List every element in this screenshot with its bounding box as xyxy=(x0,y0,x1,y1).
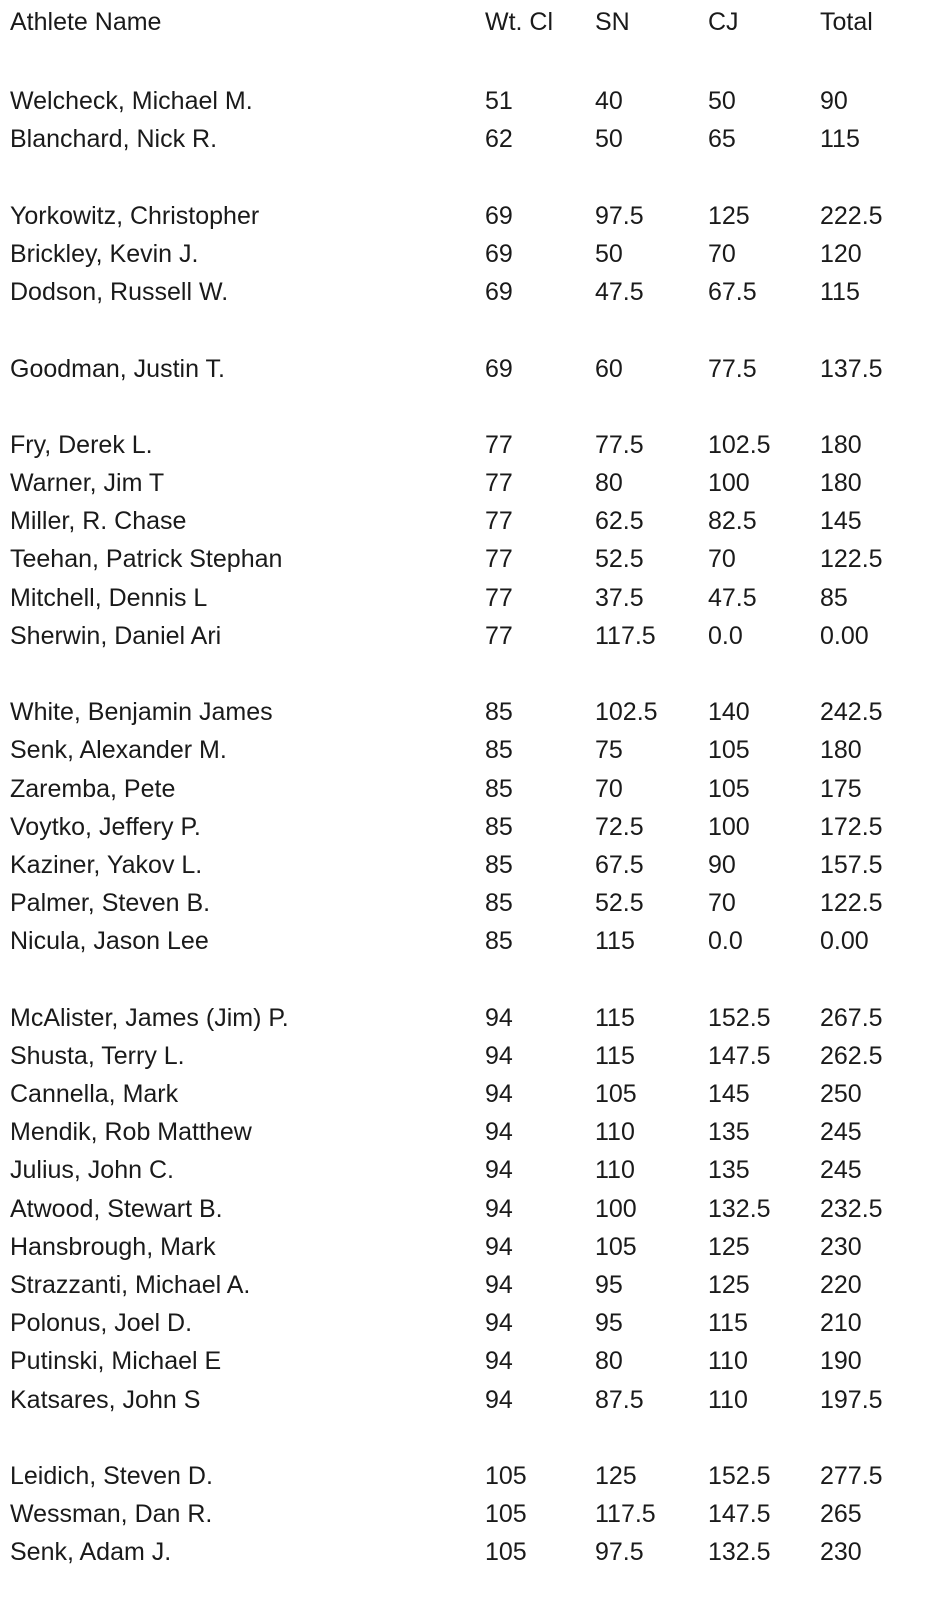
weight-class: 94 xyxy=(485,1271,513,1299)
weight-class: 85 xyxy=(485,889,513,918)
table-row xyxy=(10,502,910,540)
athlete-name: Fry, Derek L. xyxy=(10,430,153,459)
group-spacer xyxy=(10,159,910,197)
athlete-name: Miller, R. Chase xyxy=(10,507,187,536)
snatch-value: 67.5 xyxy=(595,850,644,879)
snatch-value: 75 xyxy=(595,736,623,765)
weight-class: 105 xyxy=(485,1461,527,1490)
table-row xyxy=(10,884,910,922)
table-row xyxy=(10,846,910,884)
clean-jerk-value: 135 xyxy=(708,1118,750,1147)
total-value: 245 xyxy=(820,1118,862,1147)
athlete-name: White, Benjamin James xyxy=(10,698,273,727)
clean-jerk-value: 147.5 xyxy=(708,1041,771,1070)
total-value: 0.00 xyxy=(820,927,869,956)
athlete-name: Senk, Adam J. xyxy=(10,1538,172,1567)
group-spacer xyxy=(10,655,910,693)
snatch-value: 115 xyxy=(595,1041,635,1070)
table-row xyxy=(10,1533,910,1571)
snatch-value: 97.5 xyxy=(595,201,644,230)
total-value: 245 xyxy=(820,1156,862,1185)
total-value: 232.5 xyxy=(820,1194,883,1223)
table-row xyxy=(10,1037,910,1075)
weight-class: 85 xyxy=(485,850,513,879)
table-row xyxy=(10,82,910,120)
weight-class: 94 xyxy=(485,1194,513,1223)
clean-jerk-value: 152.5 xyxy=(708,1003,771,1032)
snatch-value: 50 xyxy=(595,239,623,268)
total-value: 230 xyxy=(820,1232,862,1261)
athlete-name: Kaziner, Yakov L. xyxy=(10,850,203,879)
header-athlete-name: Athlete Name xyxy=(10,8,162,36)
snatch-value: 105 xyxy=(595,1232,637,1261)
athlete-name: Palmer, Steven B. xyxy=(10,889,211,918)
snatch-value: 50 xyxy=(595,125,623,154)
group-spacer xyxy=(10,44,910,82)
table-row xyxy=(10,1190,910,1228)
table-row xyxy=(10,120,910,158)
athlete-name: Teehan, Patrick Stephan xyxy=(10,545,283,574)
clean-jerk-value: 50 xyxy=(708,87,736,116)
clean-jerk-value: 70 xyxy=(708,545,736,574)
table-row xyxy=(10,350,910,388)
weight-class: 77 xyxy=(485,583,513,612)
athlete-name: Katsares, John S xyxy=(10,1385,201,1414)
table-row xyxy=(10,731,910,769)
athlete-name: Voytko, Jeffery P. xyxy=(10,812,201,841)
table-row xyxy=(10,922,910,960)
weight-class: 51 xyxy=(485,87,513,116)
table-row xyxy=(10,1457,910,1495)
clean-jerk-value: 105 xyxy=(708,774,750,803)
weight-class: 94 xyxy=(485,1156,513,1185)
clean-jerk-value: 125 xyxy=(708,201,750,230)
weight-class: 85 xyxy=(485,736,513,765)
table-row xyxy=(10,1342,910,1380)
total-value: 120 xyxy=(820,239,862,268)
snatch-value: 100 xyxy=(595,1194,637,1223)
weight-class: 85 xyxy=(485,774,513,803)
table-row xyxy=(10,235,910,273)
total-value: 115 xyxy=(820,125,860,154)
athlete-name: Warner, Jim T xyxy=(10,469,165,498)
weight-class: 94 xyxy=(485,1385,513,1414)
athlete-name: Wessman, Dan R. xyxy=(10,1500,213,1529)
weight-class: 77 xyxy=(485,507,513,536)
athlete-name: Polonus, Joel D. xyxy=(10,1309,193,1338)
clean-jerk-value: 125 xyxy=(708,1271,750,1299)
total-value: 90 xyxy=(820,87,848,116)
total-value: 157.5 xyxy=(820,850,883,879)
total-value: 220 xyxy=(820,1271,862,1299)
snatch-value: 117.5 xyxy=(595,621,656,650)
table-row xyxy=(10,999,910,1037)
weight-class: 94 xyxy=(485,1309,513,1338)
weight-class: 77 xyxy=(485,430,513,459)
snatch-value: 37.5 xyxy=(595,583,644,612)
athlete-name: Nicula, Jason Lee xyxy=(10,927,209,956)
clean-jerk-value: 135 xyxy=(708,1156,750,1185)
total-value: 145 xyxy=(820,507,862,536)
group-spacer xyxy=(10,311,910,349)
weight-class: 94 xyxy=(485,1232,513,1261)
weight-class: 105 xyxy=(485,1500,527,1529)
clean-jerk-value: 110 xyxy=(708,1347,748,1376)
snatch-value: 80 xyxy=(595,469,623,498)
table-row xyxy=(10,1266,910,1304)
snatch-value: 115 xyxy=(595,1003,635,1032)
clean-jerk-value: 100 xyxy=(708,812,750,841)
athlete-name: Atwood, Stewart B. xyxy=(10,1194,223,1223)
athlete-name: Leidich, Steven D. xyxy=(10,1461,213,1490)
total-value: 122.5 xyxy=(820,545,883,574)
snatch-value: 72.5 xyxy=(595,812,644,841)
total-value: 242.5 xyxy=(820,698,883,727)
clean-jerk-value: 90 xyxy=(708,850,736,879)
athlete-name: Julius, John C. xyxy=(10,1156,174,1185)
clean-jerk-value: 145 xyxy=(708,1080,750,1109)
weight-class: 62 xyxy=(485,125,513,154)
table-row xyxy=(10,808,910,846)
total-value: 115 xyxy=(820,278,860,307)
group-spacer xyxy=(10,1419,910,1457)
athlete-name: McAlister, James (Jim) P. xyxy=(10,1003,289,1032)
weight-class: 94 xyxy=(485,1041,513,1070)
total-value: 180 xyxy=(820,736,862,765)
athlete-name: Mendik, Rob Matthew xyxy=(10,1118,252,1147)
results-table xyxy=(10,0,910,1572)
clean-jerk-value: 140 xyxy=(708,698,750,727)
snatch-value: 115 xyxy=(595,927,635,956)
table-row xyxy=(10,540,910,578)
table-row xyxy=(10,1113,910,1151)
athlete-name: Hansbrough, Mark xyxy=(10,1232,216,1261)
weight-class: 85 xyxy=(485,698,513,727)
clean-jerk-value: 67.5 xyxy=(708,278,757,307)
table-row xyxy=(10,579,910,617)
clean-jerk-value: 82.5 xyxy=(708,507,757,536)
total-value: 277.5 xyxy=(820,1461,883,1490)
weight-class: 69 xyxy=(485,354,513,383)
weight-class: 77 xyxy=(485,545,513,574)
clean-jerk-value: 102.5 xyxy=(708,430,771,459)
clean-jerk-value: 70 xyxy=(708,889,736,918)
total-value: 0.00 xyxy=(820,621,869,650)
snatch-value: 60 xyxy=(595,354,623,383)
weight-class: 77 xyxy=(485,621,513,650)
weight-class: 69 xyxy=(485,239,513,268)
athlete-name: Sherwin, Daniel Ari xyxy=(10,621,222,650)
group-spacer xyxy=(10,388,910,426)
athlete-name: Strazzanti, Michael A. xyxy=(10,1271,251,1299)
athlete-name: Cannella, Mark xyxy=(10,1080,179,1109)
snatch-value: 117.5 xyxy=(595,1500,656,1529)
group-spacer xyxy=(10,961,910,999)
clean-jerk-value: 132.5 xyxy=(708,1194,771,1223)
snatch-value: 47.5 xyxy=(595,278,644,307)
total-value: 197.5 xyxy=(820,1385,883,1414)
weight-class: 105 xyxy=(485,1538,527,1567)
table-row xyxy=(10,426,910,464)
snatch-value: 70 xyxy=(595,774,623,803)
athlete-name: Brickley, Kevin J. xyxy=(10,239,199,268)
snatch-value: 110 xyxy=(595,1156,635,1185)
clean-jerk-value: 105 xyxy=(708,736,750,765)
snatch-value: 95 xyxy=(595,1309,623,1338)
weight-class: 94 xyxy=(485,1347,513,1376)
athlete-name: Dodson, Russell W. xyxy=(10,278,229,307)
snatch-value: 102.5 xyxy=(595,698,658,727)
table-row xyxy=(10,1304,910,1342)
snatch-value: 62.5 xyxy=(595,507,644,536)
snatch-value: 110 xyxy=(595,1118,635,1147)
weight-class: 69 xyxy=(485,201,513,230)
header-row xyxy=(10,0,910,44)
athlete-name: Senk, Alexander M. xyxy=(10,736,227,765)
table-row xyxy=(10,1075,910,1113)
clean-jerk-value: 100 xyxy=(708,469,750,498)
table-row xyxy=(10,693,910,731)
table-row xyxy=(10,273,910,311)
snatch-value: 52.5 xyxy=(595,889,644,918)
athlete-name: Mitchell, Dennis L xyxy=(10,583,208,612)
snatch-value: 97.5 xyxy=(595,1538,644,1567)
athlete-name: Goodman, Justin T. xyxy=(10,354,225,383)
total-value: 137.5 xyxy=(820,354,883,383)
athlete-name: Zaremba, Pete xyxy=(10,774,176,803)
clean-jerk-value: 77.5 xyxy=(708,354,757,383)
table-row xyxy=(10,197,910,235)
athlete-name: Yorkowitz, Christopher xyxy=(10,201,260,230)
clean-jerk-value: 70 xyxy=(708,239,736,268)
snatch-value: 40 xyxy=(595,87,623,116)
weight-class: 94 xyxy=(485,1080,513,1109)
total-value: 85 xyxy=(820,583,848,612)
table-row xyxy=(10,1151,910,1189)
weight-class: 94 xyxy=(485,1003,513,1032)
clean-jerk-value: 0.0 xyxy=(708,621,743,650)
clean-jerk-value: 147.5 xyxy=(708,1500,771,1529)
table-row xyxy=(10,770,910,808)
total-value: 250 xyxy=(820,1080,862,1109)
total-value: 190 xyxy=(820,1347,862,1376)
total-value: 122.5 xyxy=(820,889,883,918)
weight-class: 69 xyxy=(485,278,513,307)
clean-jerk-value: 132.5 xyxy=(708,1538,771,1567)
total-value: 230 xyxy=(820,1538,862,1567)
total-value: 267.5 xyxy=(820,1003,883,1032)
snatch-value: 105 xyxy=(595,1080,637,1109)
snatch-value: 125 xyxy=(595,1461,637,1490)
table-row xyxy=(10,464,910,502)
total-value: 180 xyxy=(820,430,862,459)
header-total: Total xyxy=(820,8,873,36)
table-row xyxy=(10,1495,910,1533)
clean-jerk-value: 65 xyxy=(708,125,736,154)
header-clean-jerk: CJ xyxy=(708,8,739,36)
total-value: 175 xyxy=(820,774,862,803)
header-weight-class: Wt. Cl xyxy=(485,8,554,36)
table-row xyxy=(10,617,910,655)
athlete-name: Welcheck, Michael M. xyxy=(10,87,253,116)
athlete-name: Blanchard, Nick R. xyxy=(10,125,218,154)
snatch-value: 80 xyxy=(595,1347,623,1376)
total-value: 265 xyxy=(820,1500,862,1529)
weight-class: 85 xyxy=(485,812,513,841)
clean-jerk-value: 47.5 xyxy=(708,583,757,612)
table-row xyxy=(10,1228,910,1266)
clean-jerk-value: 152.5 xyxy=(708,1461,771,1490)
table-row xyxy=(10,1381,910,1419)
snatch-value: 52.5 xyxy=(595,545,644,574)
snatch-value: 87.5 xyxy=(595,1385,644,1414)
weight-class: 77 xyxy=(485,469,513,498)
clean-jerk-value: 0.0 xyxy=(708,927,743,956)
total-value: 180 xyxy=(820,469,862,498)
athlete-name: Putinski, Michael E xyxy=(10,1347,222,1376)
athlete-name: Shusta, Terry L. xyxy=(10,1041,185,1070)
clean-jerk-value: 125 xyxy=(708,1232,750,1261)
snatch-value: 77.5 xyxy=(595,430,644,459)
total-value: 210 xyxy=(820,1309,862,1338)
clean-jerk-value: 115 xyxy=(708,1309,748,1338)
total-value: 262.5 xyxy=(820,1041,883,1070)
total-value: 172.5 xyxy=(820,812,883,841)
snatch-value: 95 xyxy=(595,1271,623,1299)
clean-jerk-value: 110 xyxy=(708,1385,748,1414)
weight-class: 85 xyxy=(485,927,513,956)
header-snatch: SN xyxy=(595,8,630,36)
total-value: 222.5 xyxy=(820,201,883,230)
athlete-rows xyxy=(10,44,910,1572)
weight-class: 94 xyxy=(485,1118,513,1147)
